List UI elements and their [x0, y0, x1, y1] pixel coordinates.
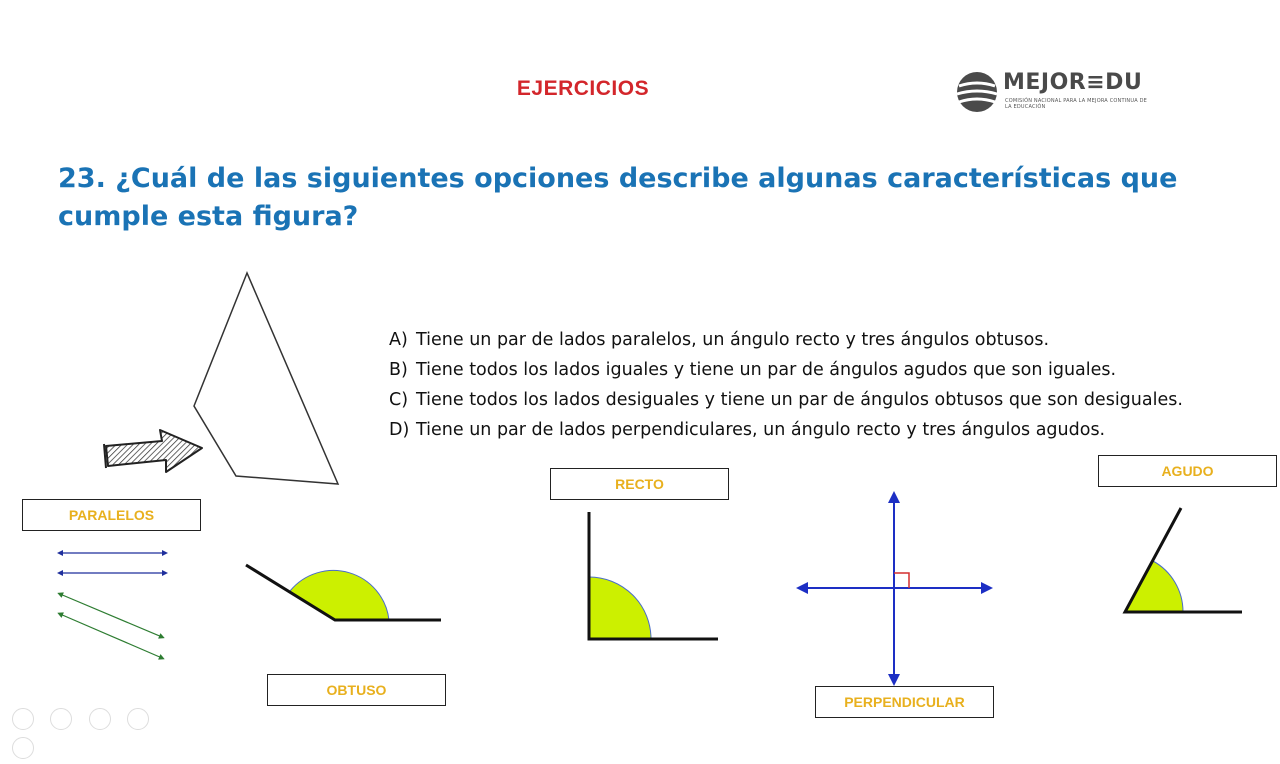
obtuse-angle	[246, 565, 441, 620]
slide-controls	[0, 706, 170, 720]
question-text: 23. ¿Cuál de las siguientes opciones describe algunas características que cumple esta figura?	[58, 163, 1178, 232]
label-recto: RECTO	[550, 468, 729, 500]
option-c[interactable]: C) Tiene todos los lados desiguales y tiene un par de ángulos obtusos que son desiguales.	[389, 390, 1183, 410]
label-agudo: AGUDO	[1098, 455, 1277, 487]
next-slide-button[interactable]	[50, 708, 72, 730]
prev-slide-button[interactable]	[12, 708, 34, 730]
label-obtuso: OBTUSO	[267, 674, 446, 706]
option-b[interactable]: B) Tiene todos los lados iguales y tiene un par de ángulos agudos que son iguales.	[389, 360, 1117, 380]
zoom-button[interactable]	[127, 708, 149, 730]
pointer-arrow-icon	[104, 430, 202, 472]
quadrilateral-figure	[194, 273, 338, 484]
right-angle	[589, 512, 718, 639]
page-title: EJERCICIOS	[516, 77, 650, 100]
logo-subtitle: COMISIÓN NACIONAL PARA LA MEJORA CONTINUA DE LA EDUCACIÓN	[1005, 98, 1148, 110]
option-d[interactable]: D) Tiene un par de lados perpendiculares, un ángulo recto y tres ángulos agudos.	[389, 420, 1106, 440]
slides-overview-button[interactable]	[89, 708, 111, 730]
label-paralelos: PARALELOS	[22, 499, 201, 531]
parallel-lines	[60, 553, 165, 658]
label-perpendicular: PERPENDICULAR	[815, 686, 994, 718]
perpendicular-lines	[802, 497, 987, 680]
logo-text: MEJOR≡DU	[1003, 70, 1143, 95]
acute-angle	[1125, 508, 1242, 612]
option-a[interactable]: A) Tiene un par de lados paralelos, un ángulo recto y tres ángulos obtusos.	[389, 330, 1050, 350]
more-options-button[interactable]	[12, 737, 34, 759]
